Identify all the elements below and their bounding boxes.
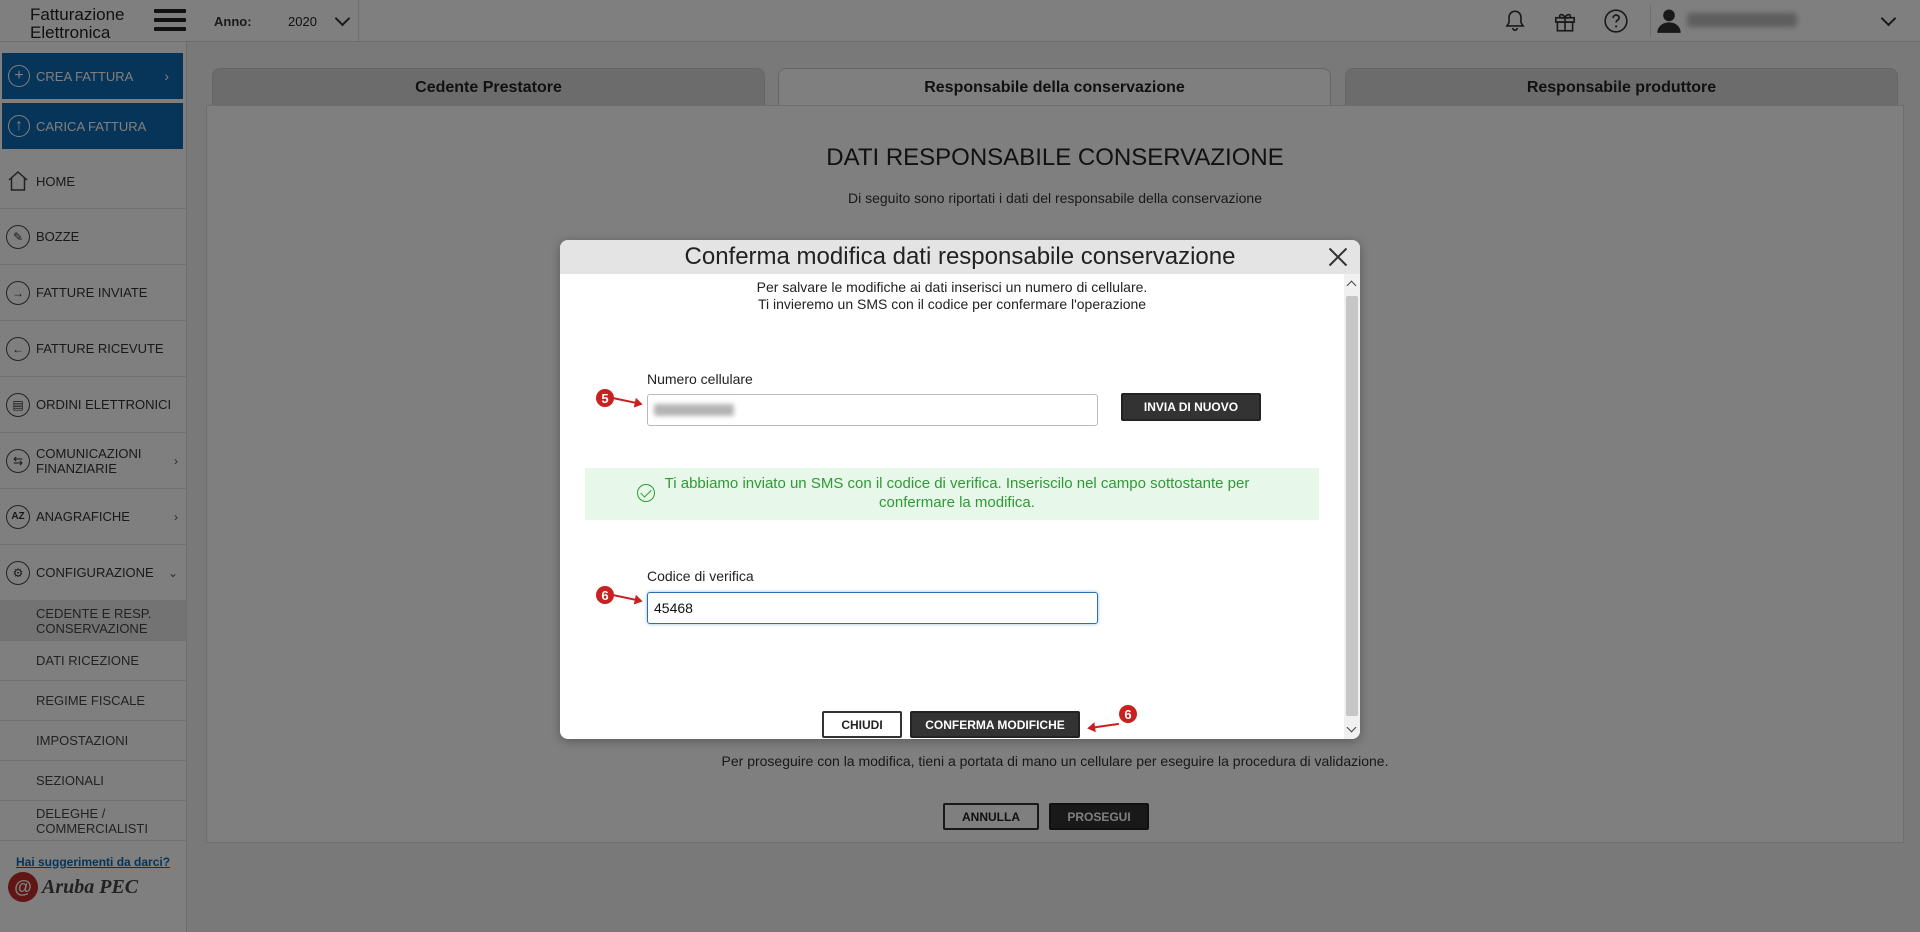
success-message: Ti abbiamo inviato un SMS con il codice di verifica. Inseriscilo nel campo sottostante per confermare la modifica. bbox=[664, 475, 1250, 511]
close-icon[interactable] bbox=[1326, 245, 1350, 269]
modal-buttons bbox=[822, 711, 1080, 738]
intro-line2: Ti invieremo un SMS con il codice per confermare l'operazione bbox=[757, 296, 1147, 312]
step-marker-5: 5 bbox=[596, 389, 614, 407]
code-label: Codice di verifica bbox=[647, 568, 754, 584]
chiudi-button[interactable]: CHIUDI bbox=[822, 711, 902, 738]
step-marker-6-confirm: 6 bbox=[1119, 705, 1137, 723]
modal-header bbox=[560, 240, 1360, 274]
marker-arrow bbox=[613, 594, 641, 602]
phone-label: Numero cellulare bbox=[647, 371, 753, 387]
modal-body bbox=[560, 274, 1344, 739]
scroll-thumb[interactable] bbox=[1346, 296, 1358, 716]
scroll-up-icon[interactable] bbox=[1347, 281, 1357, 291]
marker-arrow bbox=[613, 397, 641, 405]
step-marker-6: 6 bbox=[596, 586, 614, 604]
resend-button[interactable]: INVIA DI NUOVO bbox=[1121, 393, 1261, 421]
conferma-modifiche-button[interactable]: CONFERMA MODIFICHE bbox=[910, 711, 1080, 738]
verification-code-field[interactable] bbox=[647, 592, 1098, 624]
phone-value-blurred bbox=[654, 404, 734, 416]
modal-intro bbox=[560, 279, 1344, 313]
check-circle-icon bbox=[637, 484, 655, 502]
success-alert bbox=[585, 468, 1319, 520]
phone-field[interactable] bbox=[647, 394, 1098, 426]
scroll-down-icon[interactable] bbox=[1347, 723, 1357, 733]
marker-arrow bbox=[1089, 723, 1119, 729]
intro-line1: Per salvare le modifiche ai dati inserisci un numero di cellulare. bbox=[756, 279, 1148, 295]
modal-scrollbar[interactable] bbox=[1344, 274, 1360, 739]
modal-title: Conferma modifica dati responsabile conservazione bbox=[684, 243, 1236, 270]
verification-code-value: 45468 bbox=[654, 600, 693, 616]
confirm-modal bbox=[560, 240, 1360, 739]
